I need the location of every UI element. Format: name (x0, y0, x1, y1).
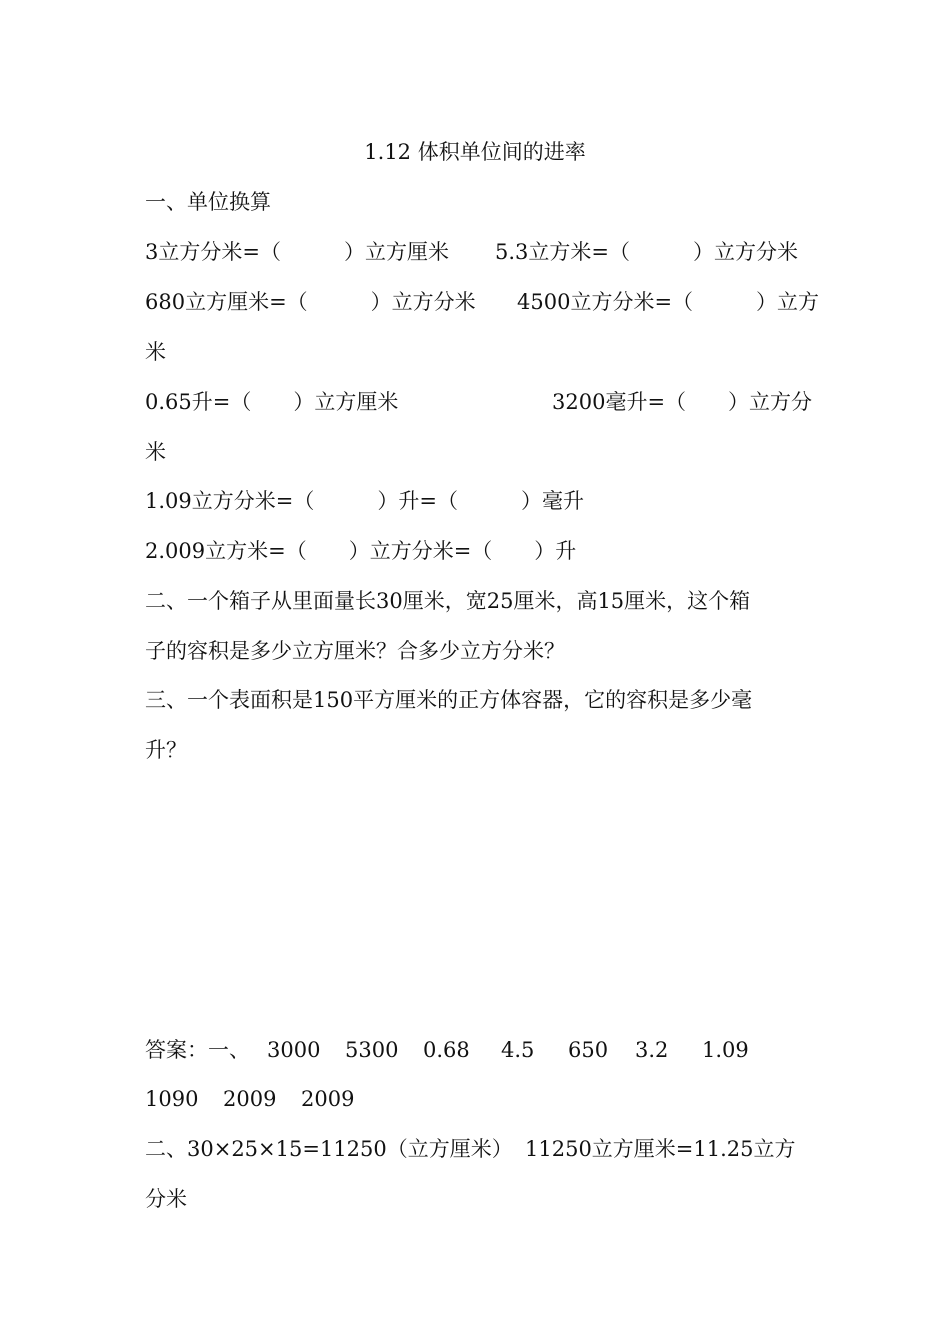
answer-value: 3.2 (635, 1038, 669, 1062)
page-title: 1.12 体积单位间的进率 (364, 140, 586, 164)
answer-part-2-convert: 11250立方厘米=11.25立方 (525, 1137, 796, 1161)
conversion-item: 5.3立方米=（ ）立方分米 (495, 240, 798, 264)
conversion-item: 0.65升=（ ）立方厘米 (145, 390, 399, 414)
answer-label: 答案：一、 (145, 1038, 250, 1062)
answer-value: 4.5 (501, 1038, 535, 1062)
conversion-item: 4500立方分米=（ ）立方 (517, 290, 820, 314)
conversion-row-4: 1.09立方分米=（ ）升=（ ）毫升 (145, 489, 584, 513)
answer-value: 3000 (267, 1038, 321, 1062)
question-3-line-1: 三、一个表面积是150平方厘米的正方体容器，它的容积是多少毫 (145, 688, 753, 712)
answer-part-2-wrap: 分米 (145, 1187, 187, 1211)
answer-value: 5300 (345, 1038, 399, 1062)
answer-part-2 (145, 1135, 845, 1247)
question-3-line-2: 升？ (145, 738, 187, 762)
conversion-row-3-wrap: 米 (145, 440, 166, 464)
answer-value: 650 (568, 1038, 609, 1062)
answer-value: 1.09 (702, 1038, 749, 1062)
answer-value: 0.68 (423, 1038, 470, 1062)
conversion-row-2-wrap: 米 (145, 340, 166, 364)
conversion-row-5: 2.009立方米=（ ）立方分米=（ ）升 (145, 539, 577, 563)
question-2-line-2: 子的容积是多少立方厘米？合多少立方分米？ (145, 639, 565, 663)
answer-value: 2009 (223, 1087, 277, 1111)
conversion-row-3 (145, 388, 845, 500)
question-2-line-1: 二、一个箱子从里面量长30厘米，宽25厘米，高15厘米，这个箱 (145, 589, 751, 613)
answer-value: 1090 (145, 1087, 199, 1111)
conversion-item: 3立方分米=（ ）立方厘米 (145, 240, 449, 264)
section1-heading: 一、单位换算 (145, 190, 271, 214)
answer-value: 2009 (301, 1087, 355, 1111)
conversion-item: 3200毫升=（ ）立方分 (552, 390, 813, 414)
conversion-row-2 (145, 288, 845, 400)
conversion-item: 680立方厘米=（ ）立方分米 (145, 290, 476, 314)
answer-part-2-calc: 二、30×25×15=11250（立方厘米） (145, 1137, 513, 1161)
